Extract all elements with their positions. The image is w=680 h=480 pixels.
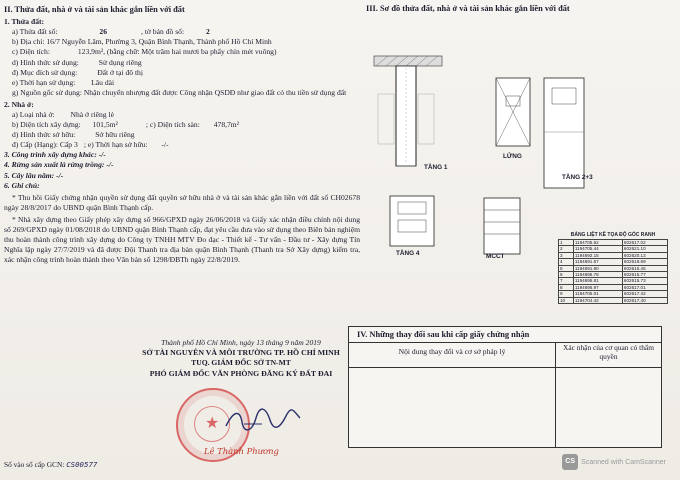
- changes-confirm-header: Xác nhận của cơ quan có thẩm quyền: [563, 343, 654, 361]
- house-type-value: Nhà ở riêng lẻ: [70, 110, 114, 120]
- issue-date: Thành phố Hồ Chí Minh, ngày 13 tháng 9 năm 2019: [161, 338, 321, 347]
- ownership-term-value: -/-: [161, 140, 169, 150]
- gcn-label: Số vào sổ cấp GCN:: [4, 460, 67, 470]
- address-row: [4, 37, 360, 47]
- usage-purpose-value: Đất ở tại đô thị: [97, 67, 143, 77]
- mezzanine-plan-diagram: [494, 76, 534, 150]
- plan-label-mezzanine: LỬNG: [503, 153, 522, 160]
- authorization-line: TUQ. GIÁM ĐỐC SỞ TN-MT: [191, 358, 291, 368]
- coords-row: [559, 297, 668, 303]
- parcel-label: a) Thửa đất số:: [12, 27, 60, 37]
- house-area-row: [4, 120, 360, 130]
- address-label: b) Địa chỉ:: [12, 37, 47, 47]
- coords-cell: 1194695.81: [573, 278, 622, 284]
- coords-cell: 1194705.44: [573, 246, 622, 252]
- parcel-value: 26: [99, 27, 108, 37]
- section-iv-title: IV. Những thay đổi sau khi cấp giấy chứng nhận: [349, 327, 661, 343]
- issuing-org: SỞ TÀI NGUYÊN VÀ MÔI TRƯỜNG TP. HỒ CHÍ MINH: [142, 348, 340, 358]
- coords-cell: 1194692.15: [573, 252, 622, 258]
- ownership-form-label: d) Hình thức sở hữu:: [12, 130, 78, 140]
- usage-form-row: [4, 58, 360, 68]
- coords-cell: 1: [559, 240, 574, 246]
- coords-cell: 5: [559, 265, 574, 271]
- watermark-text: Scanned with CamScanner: [581, 458, 666, 466]
- usage-origin-row: [4, 88, 360, 98]
- section-ii-title: II. Thửa đất, nhà ở và tài sản khác gắn liền với đất: [4, 5, 185, 14]
- plan-label-floor1: TẦNG 1: [424, 164, 448, 171]
- area-value: 123,9m², (bằng chữ: Một trăm hai mươi ba phẩy chín mét vuông): [77, 47, 277, 57]
- camscanner-badge: CS: [562, 454, 578, 470]
- corner-coordinates-table: [558, 232, 668, 304]
- coords-cell: 602615.45: [622, 265, 667, 271]
- plan-label-floor23: TẦNG 2+3: [562, 174, 593, 181]
- usage-form-value: Sử dụng riêng: [98, 57, 142, 67]
- house-grade-row: [4, 140, 360, 150]
- coords-cell: 602617.01: [622, 284, 667, 290]
- coords-cell: 4: [559, 259, 574, 265]
- area-label: c) Diện tích:: [12, 47, 52, 57]
- section-iii: [357, 4, 676, 476]
- changes-content-header: Nội dung thay đổi và cơ sở pháp lý: [349, 343, 556, 367]
- house-type-row: [4, 110, 360, 120]
- coords-cell: 1194705.62: [573, 240, 622, 246]
- note-revocation: * Thu hồi Giấy chứng nhận quyền sử dụng đất quyền sở hữu nhà ở và tài sản khác gắn liền với đất số CH02678 ngày 28/8/2017 do UBND quận Bình Thạnh cấp.: [4, 192, 360, 212]
- notes-heading: 6. Ghi chú:: [4, 180, 40, 190]
- map-sheet-label: , tờ bản đồ số:: [141, 27, 186, 37]
- floor4-plan-diagram: [388, 194, 438, 250]
- plan-label-floor4: TẦNG 4: [396, 250, 420, 257]
- floor-plan-sketches: [366, 22, 672, 318]
- coords-title: BẢNG LIỆT KÊ TỌA ĐỘ GÓC RANH: [570, 232, 656, 238]
- usage-origin-label: g) Nguồn gốc sử dụng:: [12, 87, 84, 97]
- coords-cell: 1194691.90: [573, 265, 622, 271]
- gcn-value: CS00577: [66, 460, 98, 470]
- usage-term-value: Lâu dài: [91, 77, 115, 87]
- mcct-section-diagram: [482, 196, 524, 258]
- build-area-label: b) Diện tích xây dựng:: [12, 120, 83, 130]
- section-ii: [4, 4, 360, 476]
- coords-cell: 1194705.01: [573, 291, 622, 297]
- other-works-row: 3. Công trình xây dựng khác: -/-: [4, 150, 106, 160]
- address-value: 16/7 Nguyễn Lâm, Phường 3, Quận Bình Thạnh, Thành phố Hồ Chí Minh: [46, 37, 272, 47]
- build-area-value: 101,5m²: [92, 120, 118, 130]
- coords-cell: 1194695.97: [573, 284, 622, 290]
- section-iv-changes-table: [348, 326, 662, 448]
- scanner-watermark: [562, 454, 666, 470]
- coords-cell: 2: [559, 246, 574, 252]
- coords-cell: 9: [559, 291, 574, 297]
- ownership-form-row: [4, 130, 360, 140]
- perennial-trees-row: 5. Cây lâu năm: -/-: [4, 170, 64, 180]
- coords-cell: 8: [559, 284, 574, 290]
- coords-cell: 3: [559, 252, 574, 258]
- floor-area-label: ; c) Diện tích sàn:: [145, 120, 202, 130]
- signature-block: [124, 338, 358, 379]
- coords-cell: 602617.02: [622, 240, 667, 246]
- coords-cell: 602620.13: [622, 252, 667, 258]
- coords-cell: 10: [559, 297, 574, 303]
- floor-area-value: 478,7m²: [213, 120, 239, 130]
- house-heading: 2. Nhà ở:: [4, 99, 34, 109]
- coords-cell: 602619.69: [622, 259, 667, 265]
- coords-cell: 7: [559, 278, 574, 284]
- area-row: [4, 47, 360, 57]
- note-construction: * Nhà xây dựng theo Giấy phép xây dựng số 966/GPXD ngày 26/06/2018 và Giấy xác nhận điều chỉnh nội dung số 269/GPXD ngày 01/08/2018 do UBND quận Bình Thạnh cấp, đạt yêu cầu đưa vào sử dụng theo Biên bản nghiệm thu hoàn thành công trình xây dựng do Công ty TNHH MTV Đo đạc - Thiết kế - Tư vấn - Đầu tư - Xây dựng Tín Nghĩa lập ngày 27/7/2019 và đã được Đội Thanh tra địa bàn quận Bình Thạnh (Thanh tra Sở Xây dựng) kiểm tra, xác nhận công trình hoàn thành theo Văn bản số 1298/ĐBTh ngày 22/8/2019.: [4, 214, 360, 265]
- parcel-number-row: [4, 27, 360, 37]
- usage-purpose-label: đ) Mục đích sử dụng:: [12, 67, 80, 77]
- site-plan-diagram: [372, 54, 444, 178]
- coords-cell: 1194704.42: [573, 297, 622, 303]
- ownership-term-label: ; e) Thời hạn sở hữu:: [83, 140, 150, 150]
- forest-row: 4. Rừng sản xuất là rừng trồng: -/-: [4, 160, 114, 170]
- signer-name: Lê Thành Phương: [204, 446, 279, 456]
- coords-cell: 602615.77: [622, 272, 667, 278]
- coords-cell: 602615.73: [622, 278, 667, 284]
- coords-cell: 602617.42: [622, 291, 667, 297]
- star-icon: ★: [205, 415, 220, 432]
- map-sheet-value: 2: [205, 27, 210, 37]
- section-iii-title: III. Sơ đồ thửa đất, nhà ở và tài sản khác gắn liền với đất: [366, 4, 570, 13]
- usage-purpose-row: [4, 68, 360, 78]
- signer-position: PHÓ GIÁM ĐỐC VĂN PHÒNG ĐĂNG KÝ ĐẤT ĐAI: [149, 368, 333, 378]
- coords-cell: 602617.40: [622, 297, 667, 303]
- usage-term-label: e) Thời hạn sử dụng:: [12, 77, 78, 87]
- handwritten-signature: [222, 404, 302, 434]
- house-grade-value: Cấp 3: [59, 140, 78, 150]
- gcn-registry-row: [4, 460, 97, 470]
- coords-cell: 1194695.78: [573, 272, 622, 278]
- usage-origin-value: Nhận chuyển nhượng đất được Công nhận QSDĐ như giao đất có thu tiền sử dụng đất: [83, 87, 347, 97]
- usage-term-row: [4, 78, 360, 88]
- plan-label-mcct: MCCT: [486, 253, 505, 260]
- house-type-label: a) Loại nhà ở:: [12, 110, 57, 120]
- usage-form-label: d) Hình thức sử dụng:: [12, 57, 81, 67]
- house-grade-label: đ) Cấp (Hạng):: [12, 140, 60, 150]
- land-heading: 1. Thửa đất:: [4, 17, 45, 27]
- coords-cell: 6: [559, 272, 574, 278]
- ownership-form-value: Sở hữu riêng: [95, 130, 135, 140]
- coords-cell: 602621.10: [622, 246, 667, 252]
- coords-cell: 1194691.57: [573, 259, 622, 265]
